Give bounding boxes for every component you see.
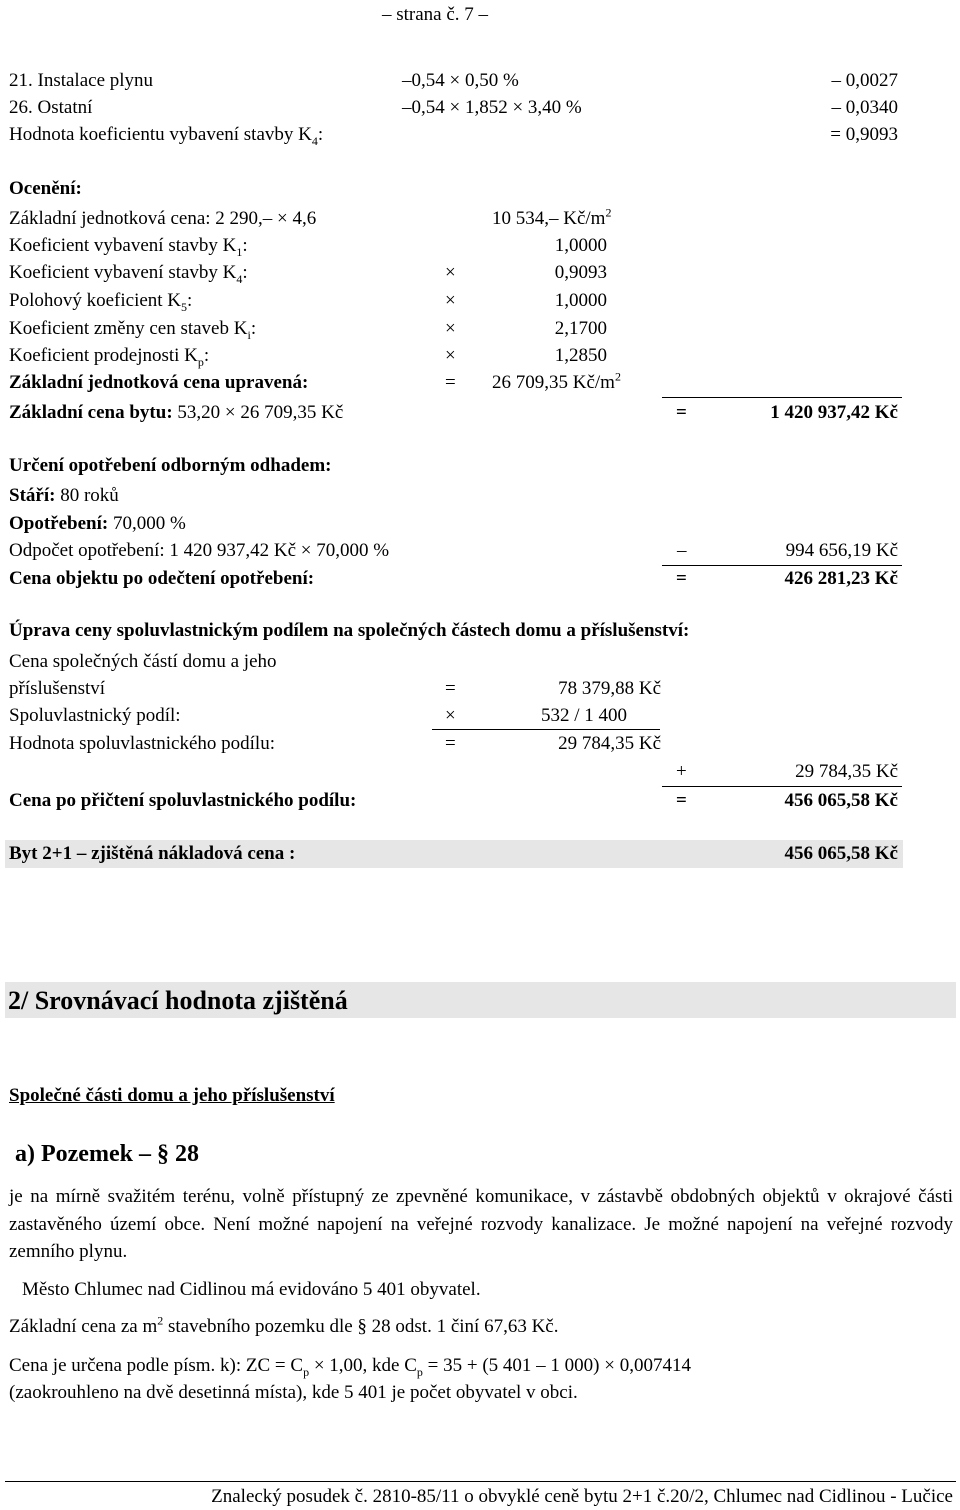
row-21-expression: –0,54 × 0,50 % — [402, 70, 519, 91]
plus-value: 29 784,35 Kč — [795, 761, 898, 782]
plus-operator: + — [676, 761, 687, 782]
deduction-value: 994 656,19 Kč — [785, 540, 898, 561]
ki-value: 2,1700 — [554, 318, 607, 339]
after-wear-value: 426 281,23 Kč — [784, 568, 898, 589]
total-value: 456 065,58 Kč — [784, 790, 898, 811]
result-bar — [5, 840, 903, 868]
result-label: Byt 2+1 – zjištěná nákladová cena : — [9, 843, 296, 864]
share-value-value: 29 784,35 Kč — [558, 733, 661, 754]
divider-line — [432, 729, 660, 730]
footer-divider — [5, 1481, 956, 1482]
adjusted-price-value: 26 709,35 $Kč/m^2$ — [492, 369, 621, 393]
total-operator: = — [676, 790, 687, 811]
result-value: 456 065,58 Kč — [784, 843, 898, 864]
adjusted-price-operator: = — [445, 372, 456, 393]
share-ratio-value: 532 / 1 400 — [540, 705, 627, 726]
after-wear-label: Cena objektu po odečtení opotřebení: — [9, 568, 315, 589]
flat-price-value: 1 420 937,42 Kč — [770, 402, 898, 423]
k4-value: 0,9093 — [554, 262, 607, 283]
share-value-label: Hodnota spoluvlastnického podílu: — [9, 733, 275, 754]
share-ratio-label: Spoluvlastnický podíl: — [9, 705, 181, 726]
share-value-operator: = — [445, 733, 456, 754]
k5-value: 1,0000 — [554, 290, 607, 311]
kp-label: Koeficient prodejnosti $K_p$: — [9, 345, 210, 369]
share-ratio-operator: × — [445, 705, 456, 726]
adjusted-price-label: Základní jednotková cena upravená: — [9, 372, 309, 393]
wear-row: Opotřebení: 70,000 % — [9, 513, 186, 534]
section-title-bar — [5, 982, 956, 1018]
row-21-result: – 0,0027 — [831, 70, 898, 91]
section-subtitle: Společné části domu a jeho příslušenství — [9, 1085, 335, 1106]
age-row: Stáří: 80 roků — [9, 485, 119, 506]
k5-operator: × — [445, 290, 456, 311]
valuation-heading: Ocenění: — [9, 178, 82, 199]
k5-label: Polohový koeficient $K_5$: — [9, 290, 193, 314]
page-number: – strana č. 7 – — [382, 4, 489, 25]
flat-price-operator: = — [676, 402, 687, 423]
town-population: Město Chlumec nad Cidlinou má evidováno 5 401 obyvatel. — [22, 1279, 481, 1300]
price-formula-note: (zaokrouhleno na dvě desetinná místa), kde 5 401 je počet obyvatel v obci. — [9, 1382, 578, 1403]
common-parts-label-cont: příslušenství — [9, 678, 106, 699]
base-price-value: 10 534,– $Kč/m^2$ — [492, 205, 612, 229]
footer-text: Znalecký posudek č. 2810-85/11 o obvyklé ceně bytu 2+1 č.20/2, Chlumec nad Cidlinou - Lučice — [211, 1486, 953, 1507]
row-26-result: – 0,0340 — [831, 97, 898, 118]
share-heading: Úprava ceny spoluvlastnickým podílem na společných částech domu a příslušenství: — [9, 620, 690, 641]
k4-total-value: = 0,9093 — [830, 124, 898, 145]
kp-operator: × — [445, 345, 456, 366]
flat-price-label: Základní cena bytu: 53,20 × 26 709,35 Kč — [9, 402, 344, 423]
divider-line — [662, 786, 902, 787]
land-base-price: Základní cena za $m^2$ stavebního pozemku dle § 28 odst. 1 činí 67,63 Kč. — [9, 1313, 559, 1337]
k4-total-label: Hodnota koeficientu vybavení stavby $K_4$: — [9, 124, 324, 148]
land-description: je na mírně svažitém terénu, volně přístupný ze zpevněné komunikace, v zástavbě obdobných objektů v okrajové části zastavěného území obce. Není možné napojení na veřejné rozvody kanalizace. Je možné napojení na veřejné rozvody zemního plynu. — [9, 1186, 953, 1262]
k1-value: 1,0000 — [554, 235, 607, 256]
row-26-label: 26. Ostatní — [9, 97, 93, 118]
divider-line — [662, 397, 902, 398]
kp-value: 1,2850 — [554, 345, 607, 366]
common-parts-operator: = — [445, 678, 456, 699]
k4-label: Koeficient vybavení stavby $K_4$: — [9, 262, 248, 286]
deduction-label: Odpočet opotřebení: 1 420 937,42 Kč × 70,000 % — [9, 540, 390, 561]
ki-operator: × — [445, 318, 456, 339]
common-parts-value: 78 379,88 Kč — [558, 678, 661, 699]
divider-line — [662, 565, 902, 566]
k4-operator: × — [445, 262, 456, 283]
row-26-expression: –0,54 × 1,852 × 3,40 % — [402, 97, 582, 118]
after-wear-operator: = — [676, 568, 687, 589]
wear-heading: Určení opotřebení odborným odhadem: — [9, 455, 332, 476]
land-heading: a) Pozemek – § 28 — [15, 1141, 199, 1167]
section-title: 2/ Srovnávací hodnota zjištěná — [8, 986, 348, 1015]
base-price-label: Základní jednotková cena: 2 290,– × 4,6 — [9, 208, 317, 229]
price-formula: Cena je určena podle písm. k): ZC = $C_p \times 1,00$, kde $C_p = 35 + (5$ 401 – 1 000) × 0,007414 — [9, 1355, 691, 1379]
k1-label: Koeficient vybavení stavby $K_1$: — [9, 235, 248, 259]
total-label: Cena po přičtení spoluvlastnického podílu: — [9, 790, 357, 811]
deduction-operator: – — [677, 540, 687, 561]
common-parts-label: Cena společných částí domu a jeho — [9, 651, 277, 672]
ki-label: Koeficient změny cen staveb $K_i$: — [9, 318, 257, 342]
row-21-label: 21. Instalace plynu — [9, 70, 154, 91]
